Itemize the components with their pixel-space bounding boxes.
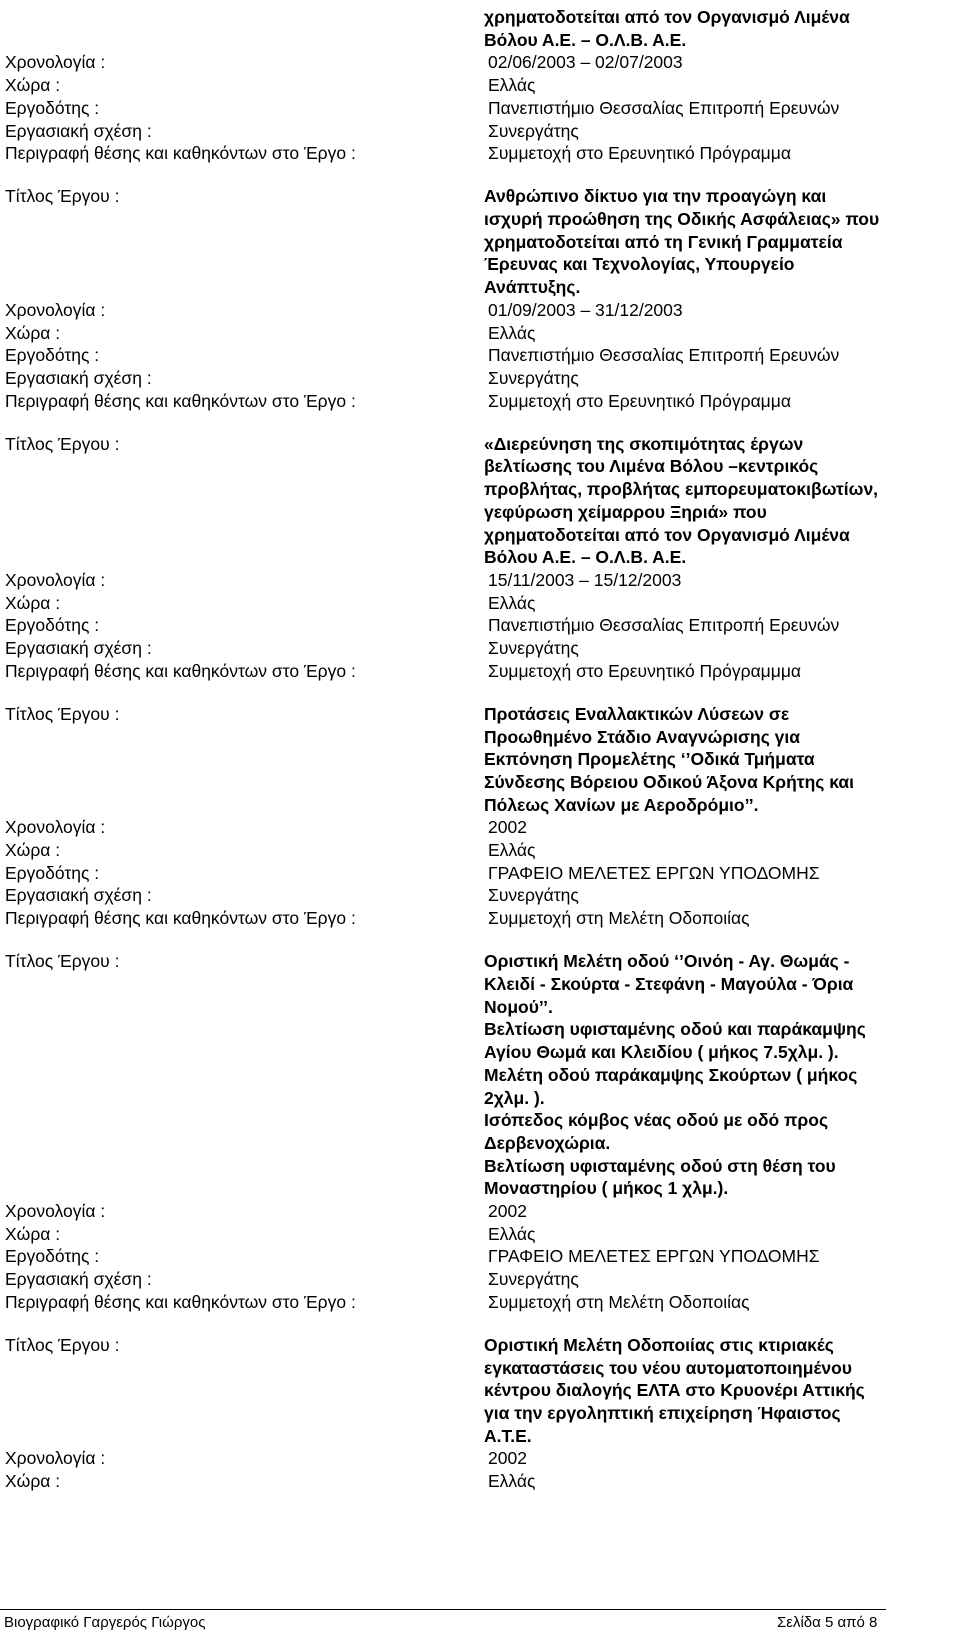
- project-title-line: Βελτίωση υφισταμένης οδού στη θέση του: [484, 1155, 836, 1176]
- project-title-line: κέντρου διαλογής ΕΛΤΑ στο Κρυονέρι Αττικής: [484, 1380, 865, 1401]
- date-value: 2002: [488, 817, 527, 838]
- country-value: Ελλάς: [488, 840, 536, 861]
- project-title-line: ισχυρή προώθηση της Οδικής Ασφάλειας» που: [484, 209, 880, 230]
- relation-label: Εργασιακή σχέση :: [5, 120, 152, 141]
- country-label: Χώρα :: [5, 322, 61, 343]
- relation-label: Εργασιακή σχέση :: [5, 367, 152, 388]
- relation-label: Εργασιακή σχέση :: [5, 1269, 152, 1290]
- date-label: Χρονολογία :: [5, 52, 106, 73]
- date-label: Χρονολογία :: [5, 817, 106, 838]
- project-title-line: Ισόπεδος κόμβος νέας οδού με οδό προς: [484, 1110, 829, 1131]
- project-title-line: Σύνδεσης Βόρειου Οδικού Άξονα Κρήτης και: [484, 771, 855, 792]
- country-label: Χώρα :: [5, 75, 61, 96]
- relation-label: Εργασιακή σχέση :: [5, 638, 152, 659]
- project-title-line: Νομού’’.: [484, 996, 553, 1017]
- project-title-line: Α.Τ.Ε.: [484, 1425, 532, 1446]
- project-title-line: Έρευνας και Τεχνολογίας, Υπουργείο: [484, 254, 795, 275]
- country-value: Ελλάς: [488, 1471, 536, 1492]
- position-value: Συμμετοχή στη Μελέτη Οδοποιίας: [488, 908, 750, 929]
- project-title-line: Μοναστηρίου ( μήκος 1 χλμ.).: [484, 1178, 729, 1199]
- project-title-line: Πόλεως Χανίων με Αεροδρόμιο’’.: [484, 794, 759, 815]
- country-label: Χώρα :: [5, 840, 61, 861]
- position-label: Περιγραφή θέσης και καθηκόντων στο Έργο :: [5, 390, 356, 411]
- employer-label: Εργοδότης :: [5, 345, 100, 366]
- date-value: 15/11/2003 – 15/12/2003: [488, 569, 682, 590]
- project-title-label: Τίτλος Έργου :: [5, 433, 120, 454]
- date-value: 2002: [488, 1201, 527, 1222]
- position-value: Συμμετοχή στη Μελέτη Οδοποιίας: [488, 1291, 750, 1312]
- project-title-line: 2χλμ. ).: [484, 1087, 545, 1108]
- project-title-line: χρηματοδοτείται από τον Οργανισμό Λιμένα: [484, 524, 850, 545]
- project-title-line: Δερβενοχώρια.: [484, 1132, 611, 1153]
- project-title-line: Ανθρώπινο δίκτυο για την προαγώγη και: [484, 186, 827, 207]
- project-title-line: Βόλου Α.Ε. – Ο.Λ.Β. Α.Ε.: [484, 547, 687, 568]
- date-label: Χρονολογία :: [5, 569, 106, 590]
- project-title-line: χρηματοδοτείται από τη Γενική Γραμματεία: [484, 231, 843, 252]
- date-value: 01/09/2003 – 31/12/2003: [488, 299, 683, 320]
- project-title-line: «Διερεύνηση της σκοπιμότητας έργων: [484, 433, 804, 454]
- relation-value: Συνεργάτης: [488, 638, 579, 659]
- employer-value: ΓΡΑΦΕΙΟ ΜΕΛΕΤΕΣ ΕΡΓΩΝ ΥΠΟΔΟΜΗΣ: [488, 862, 820, 883]
- position-label: Περιγραφή θέσης και καθηκόντων στο Έργο :: [5, 908, 356, 929]
- date-value: 02/06/2003 – 02/07/2003: [488, 52, 683, 73]
- project-title-line: χρηματοδοτείται από τον Οργανισμό Λιμένα: [484, 7, 850, 27]
- country-value: Ελλάς: [488, 75, 536, 96]
- project-title-line: Μελέτη οδού παράκαμψης Σκούρτων ( μήκος: [484, 1064, 858, 1085]
- project-title-line: εγκαταστάσεις του νέου αυτοματοποιημένου: [484, 1357, 852, 1378]
- country-value: Ελλάς: [488, 322, 536, 343]
- position-value: Συμμετοχή στο Ερευνητικό Πρόγραμμμα: [488, 660, 802, 681]
- project-title-line: προβλήτας, προβλήτας εμπορευματοκιβωτίων,: [484, 479, 879, 500]
- employer-value: ΓΡΑΦΕΙΟ ΜΕΛΕΤΕΣ ΕΡΓΩΝ ΥΠΟΔΟΜΗΣ: [488, 1246, 820, 1267]
- position-value: Συμμετοχή στο Ερευνητικό Πρόγραμμα: [488, 390, 791, 411]
- date-value: 2002: [488, 1448, 527, 1469]
- project-title-line: Προτάσεις Εναλλακτικών Λύσεων σε: [484, 703, 790, 724]
- employer-label: Εργοδότης :: [5, 97, 100, 118]
- employer-label: Εργοδότης :: [5, 862, 100, 883]
- project-title-line: Βόλου Α.Ε. – Ο.Λ.Β. Α.Ε.: [484, 29, 687, 50]
- relation-value: Συνεργάτης: [488, 120, 579, 141]
- relation-value: Συνεργάτης: [488, 367, 579, 388]
- project-title-line: Οριστική Μελέτη Οδοποιίας στις κτιριακές: [484, 1334, 834, 1355]
- date-label: Χρονολογία :: [5, 1201, 106, 1222]
- project-title-line: Προωθημένο Στάδιο Αναγνώρισης για: [484, 726, 801, 747]
- country-value: Ελλάς: [488, 592, 536, 613]
- employer-value: Πανεπιστήμιο Θεσσαλίας Επιτροπή Ερευνών: [488, 615, 840, 636]
- project-title-line: βελτίωσης του Λιμένα Βόλου –κεντρικός: [484, 456, 819, 477]
- project-title-label: Τίτλος Έργου :: [5, 186, 120, 207]
- position-label: Περιγραφή θέσης και καθηκόντων στο Έργο :: [5, 1291, 356, 1312]
- project-title-line: γεφύρωση χείμαρρου Ξηριά» που: [484, 501, 767, 522]
- project-title-label: Τίτλος Έργου :: [5, 703, 120, 724]
- relation-value: Συνεργάτης: [488, 885, 579, 906]
- relation-label: Εργασιακή σχέση :: [5, 885, 152, 906]
- country-label: Χώρα :: [5, 1471, 61, 1492]
- project-title-line: Κλειδί - Σκούρτα - Στεφάνη - Μαγούλα - Όρια: [484, 974, 854, 995]
- employer-value: Πανεπιστήμιο Θεσσαλίας Επιτροπή Ερευνών: [488, 345, 840, 366]
- country-value: Ελλάς: [488, 1223, 536, 1244]
- employer-label: Εργοδότης :: [5, 615, 100, 636]
- date-label: Χρονολογία :: [5, 1448, 106, 1469]
- employer-label: Εργοδότης :: [5, 1246, 100, 1267]
- relation-value: Συνεργάτης: [488, 1269, 579, 1290]
- position-label: Περιγραφή θέσης και καθηκόντων στο Έργο :: [5, 143, 356, 164]
- country-label: Χώρα :: [5, 1223, 61, 1244]
- project-title-line: Αγίου Θωμά και Κλειδίου ( μήκος 7.5χλμ. ).: [484, 1042, 839, 1063]
- country-label: Χώρα :: [5, 592, 61, 613]
- project-title-line: Ανάπτυξης.: [484, 277, 581, 298]
- position-label: Περιγραφή θέσης και καθηκόντων στο Έργο :: [5, 660, 356, 681]
- footer-author: Βιογραφικό Γαργερός Γιώργος: [4, 1614, 206, 1631]
- project-title-line: Οριστική Μελέτη οδού ‘’Οινόη - Αγ. Θωμάς -: [484, 951, 850, 972]
- project-title-line: Βελτίωση υφισταμένης οδού και παράκαμψης: [484, 1019, 866, 1040]
- employer-value: Πανεπιστήμιο Θεσσαλίας Επιτροπή Ερευνών: [488, 97, 840, 118]
- project-title-label: Τίτλος Έργου :: [5, 951, 120, 972]
- project-title-line: Εκπόνηση Προμελέτης ‘’Οδικά Τμήματα: [484, 749, 815, 770]
- footer-divider: [0, 1609, 886, 1610]
- footer-page-number: Σελίδα 5 από 8: [777, 1614, 878, 1631]
- project-title-line: για την εργοληπτική επιχείρηση Ήφαιστος: [484, 1403, 841, 1424]
- position-value: Συμμετοχή στο Ερευνητικό Πρόγραμμα: [488, 143, 791, 164]
- project-title-label: Τίτλος Έργου :: [5, 1334, 120, 1355]
- date-label: Χρονολογία :: [5, 299, 106, 320]
